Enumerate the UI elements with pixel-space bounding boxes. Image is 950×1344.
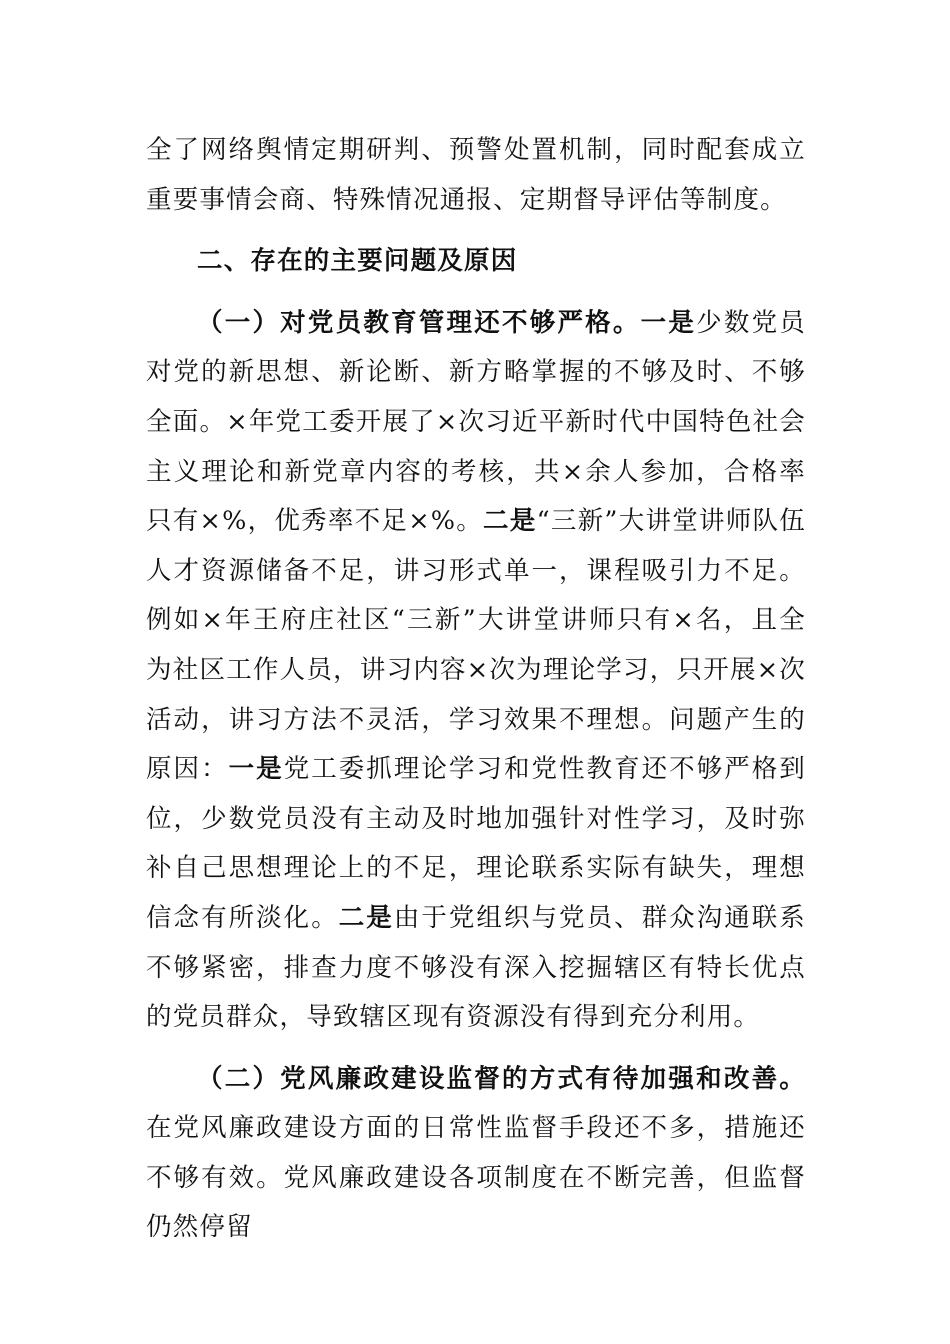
section-heading-text: 二、存在的主要问题及原因 xyxy=(197,246,518,277)
section-heading xyxy=(146,237,806,287)
issue-text: 在党风廉政建设方面的日常性监督手段还不多，措施还不够有效。党风廉政建设各项制度在不断完善，但监督仍然停留 xyxy=(146,1113,806,1243)
paragraph-continued xyxy=(146,126,806,225)
issue-paragraph-1 xyxy=(146,299,806,1043)
point-text: “三新”大讲堂讲师队伍人才资源储备不足，讲习形式单一，课程吸引力不足。例如×年王府庄社区“三新”大讲堂讲师只有×名，且全为社区工作人员，讲习内容×次为理论学习，只开展×次活动，讲习方法不灵活，学习效果不理想。问题产生的原因： xyxy=(146,506,807,785)
cause-text: 党工委抓理论学习和党性教育还不够严格到位，少数党员没有主动及时地加强针对性学习，及时弥补自己思想理论上的不足，理论联系实际有缺失，理想信念有所淡化。 xyxy=(146,754,806,933)
issue-title: （二）党风廉政建设监督的方式有待加强和改善。 xyxy=(197,1063,806,1094)
document-body xyxy=(146,126,806,1253)
point-label: 一是 xyxy=(640,307,697,338)
paragraph-text: 全了网络舆情定期研判、预警处置机制，同时配套成立重要事情会商、特殊情况通报、定期督导评估等制度。 xyxy=(146,135,806,215)
issue-title: （一）对党员教育管理还不够严格。 xyxy=(197,307,641,338)
point-label: 二是 xyxy=(483,506,537,537)
point-text: 少数党员对党的新思想、新论断、新方略掌握的不够及时、不够全面。×年党工委开展了×次习近平新时代中国特色社会主义理论和新党章内容的考核，共×余人参加，合格率只有×%，优秀率不足×%。 xyxy=(146,307,807,537)
cause-label: 二是 xyxy=(338,902,394,933)
issue-paragraph-2 xyxy=(146,1055,806,1253)
cause-label: 一是 xyxy=(228,754,284,785)
cause-text: 由于党组织与党员、群众沟通联系不够紧密，排查力度不够没有深入挖掘辖区有特长优点的党员群众，导致辖区现有资源没有得到充分利用。 xyxy=(146,902,806,1033)
